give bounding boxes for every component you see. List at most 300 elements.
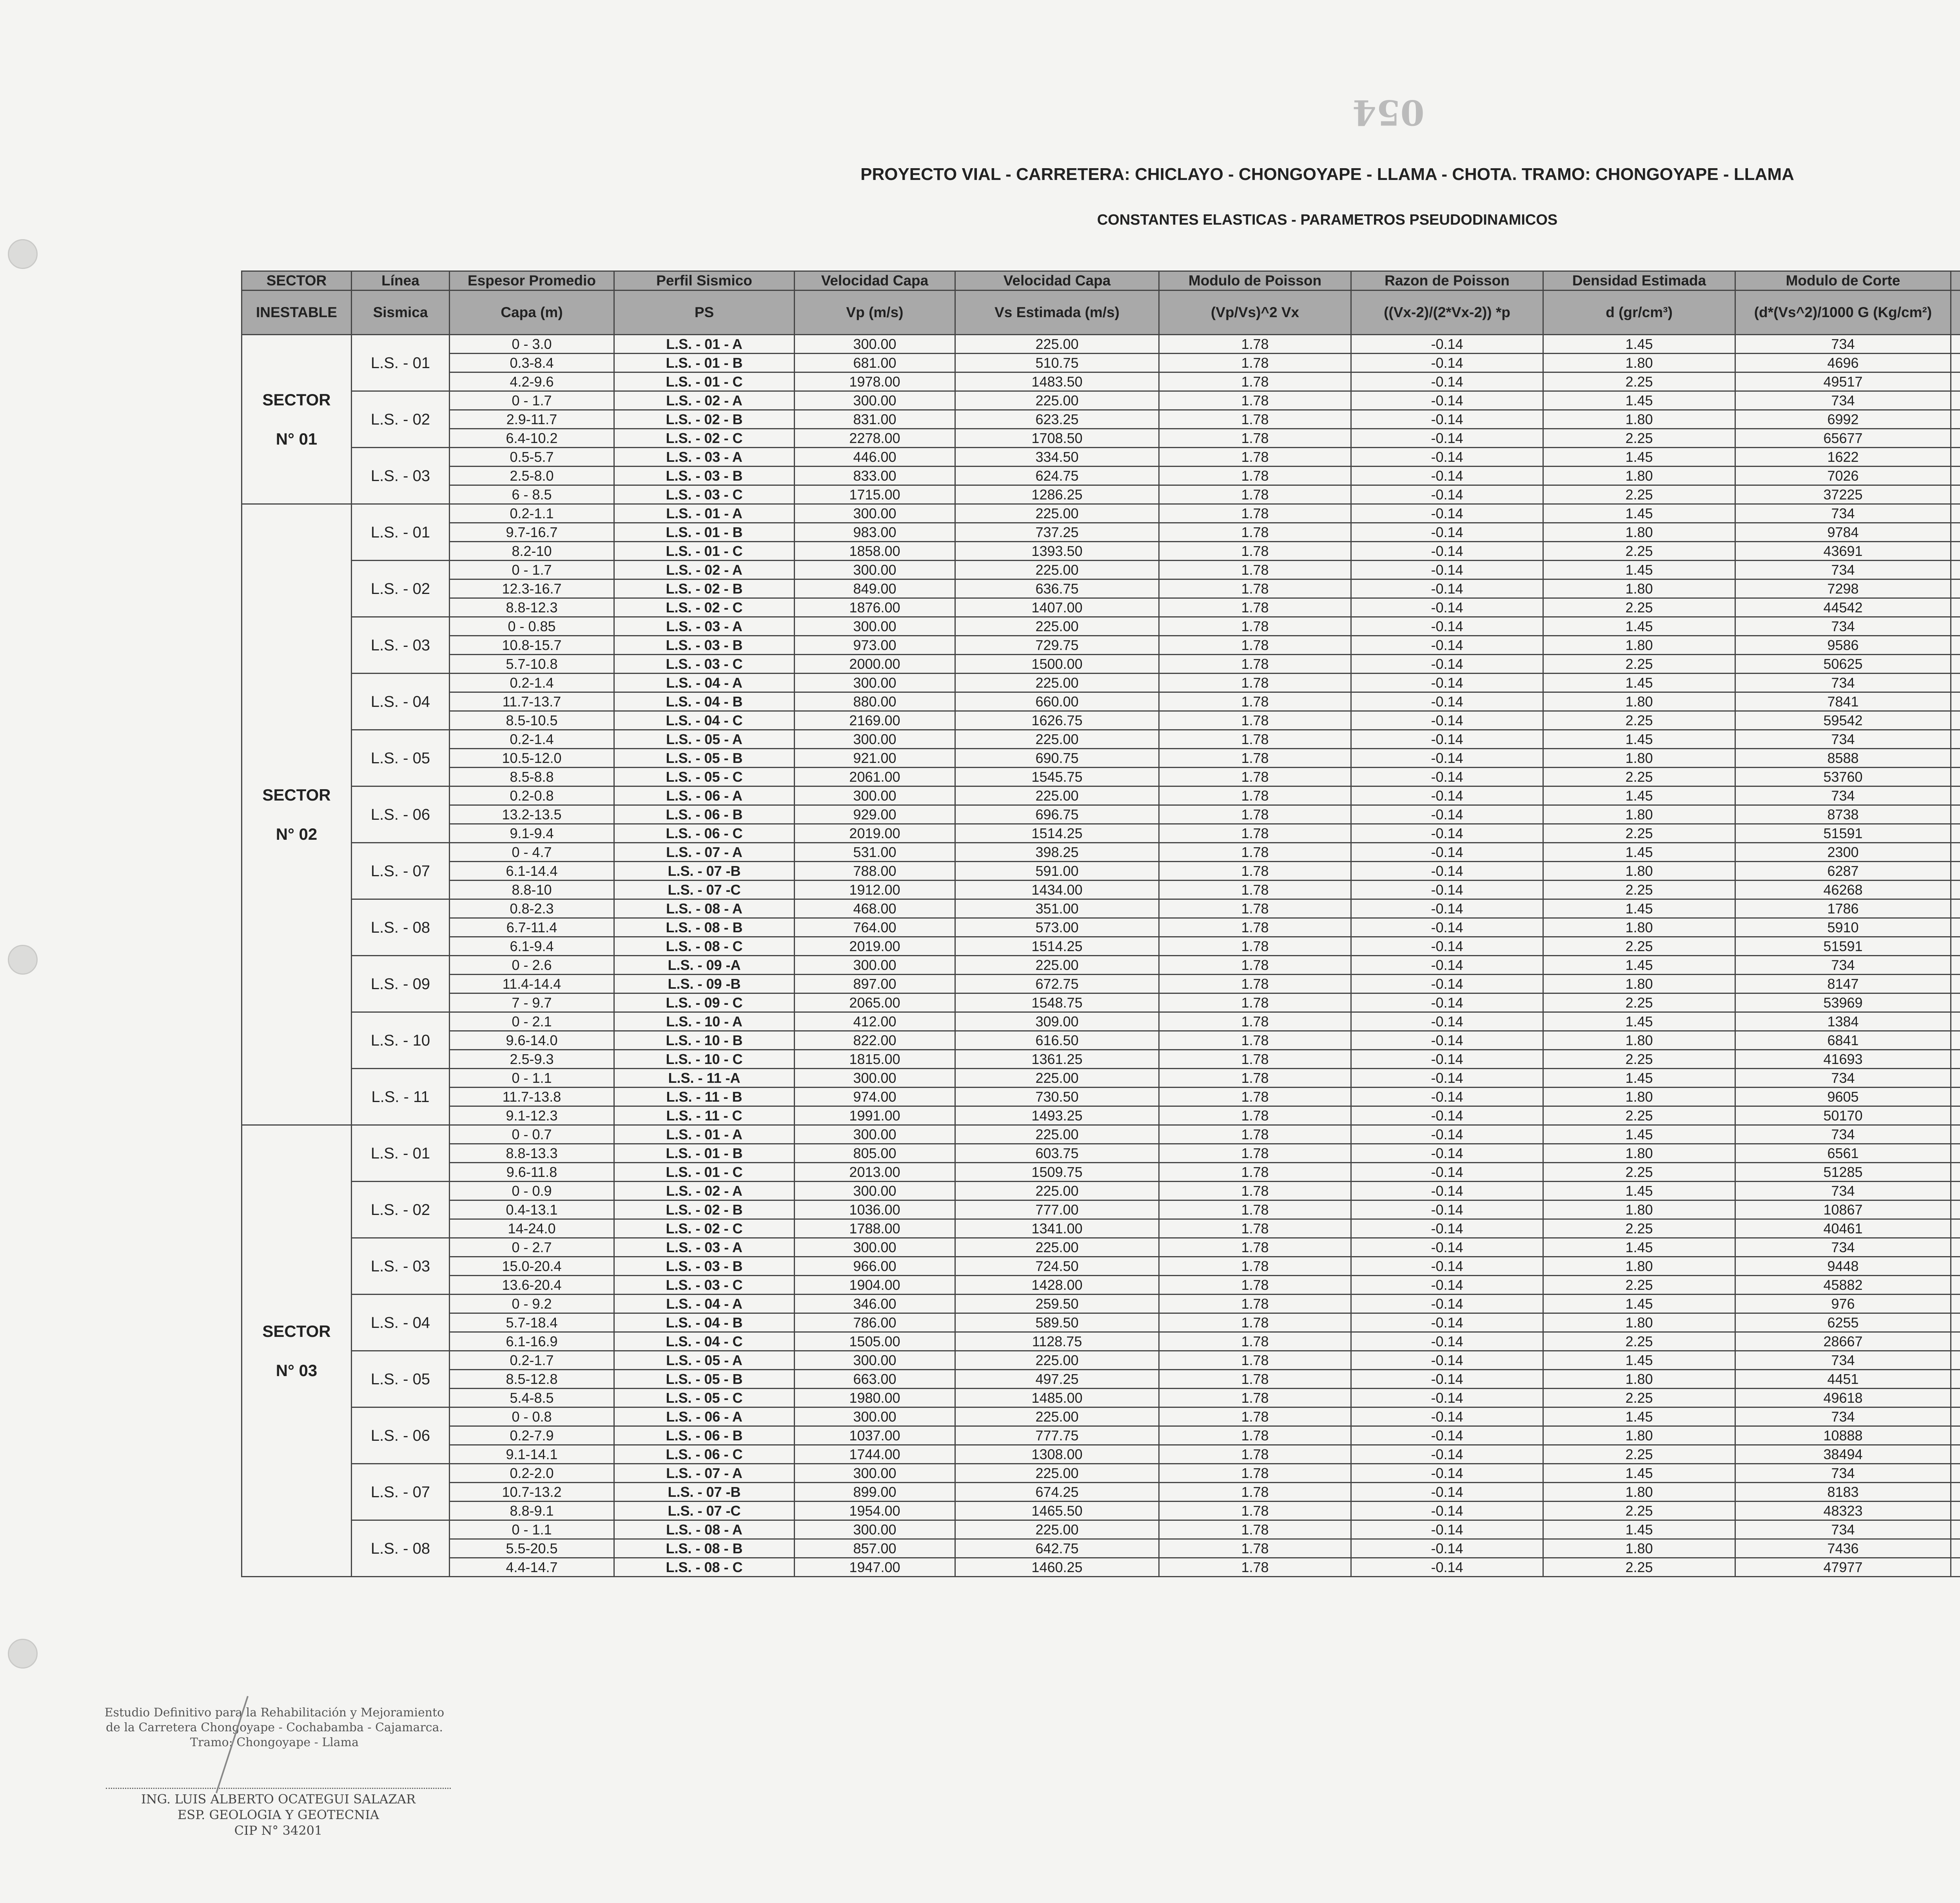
vp-value: 300.00	[795, 1069, 955, 1088]
density-value: 1.80	[1543, 1257, 1735, 1276]
seismic-profile: L.S. - 08 - C	[614, 1558, 795, 1577]
density-value: 1.80	[1543, 523, 1735, 542]
layer-thickness: 13.2-13.5	[450, 805, 614, 824]
layer-thickness: 5.7-18.4	[450, 1313, 614, 1332]
seismic-line-label: L.S. - 07	[352, 843, 450, 899]
poisson-modulus: 1.78	[1159, 1257, 1351, 1276]
column-header: PS	[614, 291, 795, 335]
poisson-modulus: 1.78	[1159, 335, 1351, 354]
vp-value: 300.00	[795, 730, 955, 749]
layer-thickness: 6.1-16.9	[450, 1332, 614, 1351]
poisson-ratio: -0.14	[1351, 1050, 1543, 1069]
poisson-ratio: -0.14	[1351, 1012, 1543, 1031]
seismic-line-label: L.S. - 09	[352, 956, 450, 1012]
young-modulus	[1951, 1182, 1960, 1200]
column-header: Capa (m)	[450, 291, 614, 335]
layer-thickness: 0 - 1.7	[450, 391, 614, 410]
poisson-modulus: 1.78	[1159, 975, 1351, 993]
young-modulus	[1951, 674, 1960, 692]
vs-value: 351.00	[955, 899, 1159, 918]
poisson-ratio: -0.14	[1351, 1295, 1543, 1313]
density-value: 1.45	[1543, 1012, 1735, 1031]
seismic-profile: L.S. - 02 - A	[614, 391, 795, 410]
vs-value: 1128.75	[955, 1332, 1159, 1351]
vs-value: 225.00	[955, 1351, 1159, 1370]
density-value: 1.80	[1543, 805, 1735, 824]
young-modulus	[1951, 335, 1960, 354]
density-value: 1.80	[1543, 1088, 1735, 1106]
table-row	[242, 1069, 1960, 1088]
vs-value: 225.00	[955, 1182, 1159, 1200]
vp-value: 300.00	[795, 1520, 955, 1539]
table-row	[242, 749, 1960, 768]
young-modulus	[1951, 504, 1960, 523]
young-modulus	[1951, 655, 1960, 674]
signature-left-cip: CIP N° 34201	[234, 1823, 323, 1838]
poisson-modulus: 1.78	[1159, 1502, 1351, 1520]
seismic-line-label: L.S. - 01	[352, 504, 450, 561]
table-row	[242, 1276, 1960, 1295]
vs-value: 729.75	[955, 636, 1159, 655]
vs-value: 642.75	[955, 1539, 1159, 1558]
seismic-line-label: L.S. - 04	[352, 674, 450, 730]
table-body	[242, 335, 1960, 1577]
layer-thickness: 0 - 2.1	[450, 1012, 614, 1031]
young-modulus	[1951, 1407, 1960, 1426]
table-row	[242, 1426, 1960, 1445]
vs-value: 690.75	[955, 749, 1159, 768]
poisson-modulus: 1.78	[1159, 391, 1351, 410]
sector-label: SECTOR N° 02	[242, 504, 352, 1125]
layer-thickness: 15.0-20.4	[450, 1257, 614, 1276]
poisson-ratio: -0.14	[1351, 504, 1543, 523]
shear-modulus: 48323	[1735, 1502, 1951, 1520]
layer-thickness: 8.8-12.3	[450, 598, 614, 617]
poisson-ratio: -0.14	[1351, 1219, 1543, 1238]
poisson-modulus: 1.78	[1159, 579, 1351, 598]
vs-value: 1485.00	[955, 1389, 1159, 1407]
layer-thickness: 9.1-14.1	[450, 1445, 614, 1464]
vp-value: 786.00	[795, 1313, 955, 1332]
vp-value: 300.00	[795, 391, 955, 410]
vp-value: 1505.00	[795, 1332, 955, 1351]
shear-modulus: 6561	[1735, 1144, 1951, 1163]
poisson-ratio: -0.14	[1351, 617, 1543, 636]
shear-modulus: 734	[1735, 730, 1951, 749]
vs-value: 1500.00	[955, 655, 1159, 674]
poisson-modulus: 1.78	[1159, 617, 1351, 636]
vp-value: 300.00	[795, 335, 955, 354]
vs-value: 225.00	[955, 504, 1159, 523]
density-value: 1.80	[1543, 1144, 1735, 1163]
young-modulus	[1951, 523, 1960, 542]
vp-value: 1947.00	[795, 1558, 955, 1577]
young-modulus	[1951, 1012, 1960, 1031]
table-row	[242, 899, 1960, 918]
density-value: 1.45	[1543, 899, 1735, 918]
poisson-modulus: 1.78	[1159, 1050, 1351, 1069]
layer-thickness: 9.1-9.4	[450, 824, 614, 843]
vp-value: 1954.00	[795, 1502, 955, 1520]
density-value: 1.45	[1543, 843, 1735, 862]
poisson-ratio: -0.14	[1351, 1539, 1543, 1558]
shear-modulus: 734	[1735, 786, 1951, 805]
poisson-ratio: -0.14	[1351, 1370, 1543, 1389]
poisson-modulus: 1.78	[1159, 504, 1351, 523]
vp-value: 921.00	[795, 749, 955, 768]
density-value: 1.80	[1543, 918, 1735, 937]
poisson-ratio: -0.14	[1351, 1276, 1543, 1295]
density-value: 2.25	[1543, 824, 1735, 843]
shear-modulus: 1622	[1735, 448, 1951, 467]
vp-value: 346.00	[795, 1295, 955, 1313]
layer-thickness: 8.5-8.8	[450, 768, 614, 786]
table-row	[242, 1219, 1960, 1238]
seismic-profile: L.S. - 04 - A	[614, 1295, 795, 1313]
young-modulus	[1951, 542, 1960, 561]
vs-value: 1483.50	[955, 372, 1159, 391]
density-value: 1.45	[1543, 1295, 1735, 1313]
table-row	[242, 410, 1960, 429]
table-row	[242, 1295, 1960, 1313]
poisson-ratio: -0.14	[1351, 824, 1543, 843]
table-row	[242, 1012, 1960, 1031]
layer-thickness: 2.9-11.7	[450, 410, 614, 429]
vs-value: 225.00	[955, 391, 1159, 410]
table-row	[242, 1106, 1960, 1125]
seismic-profile: L.S. - 02 - A	[614, 1182, 795, 1200]
density-value: 2.25	[1543, 655, 1735, 674]
table-row	[242, 372, 1960, 391]
density-value: 1.80	[1543, 410, 1735, 429]
density-value: 1.80	[1543, 749, 1735, 768]
seismic-profile: L.S. - 04 - C	[614, 711, 795, 730]
shear-modulus: 734	[1735, 561, 1951, 579]
density-value: 2.25	[1543, 937, 1735, 956]
layer-thickness: 0 - 2.6	[450, 956, 614, 975]
seismic-profile: L.S. - 01 - A	[614, 1125, 795, 1144]
column-header: Velocidad Capa	[955, 271, 1159, 291]
density-value: 2.25	[1543, 485, 1735, 504]
poisson-modulus: 1.78	[1159, 448, 1351, 467]
young-modulus	[1951, 617, 1960, 636]
table-row	[242, 881, 1960, 899]
poisson-modulus: 1.78	[1159, 1313, 1351, 1332]
vs-value: 1493.25	[955, 1106, 1159, 1125]
column-header	[1951, 271, 1960, 291]
vs-value: 1393.50	[955, 542, 1159, 561]
poisson-modulus: 1.78	[1159, 542, 1351, 561]
layer-thickness: 11.7-13.8	[450, 1088, 614, 1106]
table-row	[242, 561, 1960, 579]
seismic-profile: L.S. - 03 - C	[614, 1276, 795, 1295]
seismic-profile: L.S. - 01 - C	[614, 1163, 795, 1182]
vp-value: 1715.00	[795, 485, 955, 504]
poisson-modulus: 1.78	[1159, 1295, 1351, 1313]
layer-thickness: 8.8-9.1	[450, 1502, 614, 1520]
poisson-modulus: 1.78	[1159, 1125, 1351, 1144]
density-value: 1.80	[1543, 1483, 1735, 1502]
density-value: 2.25	[1543, 1332, 1735, 1351]
seismic-line-label: L.S. - 08	[352, 899, 450, 956]
seismic-profile: L.S. - 03 - C	[614, 485, 795, 504]
shear-modulus: 37225	[1735, 485, 1951, 504]
shear-modulus: 51591	[1735, 937, 1951, 956]
vs-value: 1341.00	[955, 1219, 1159, 1238]
young-modulus	[1951, 1219, 1960, 1238]
young-modulus	[1951, 881, 1960, 899]
density-value: 2.25	[1543, 598, 1735, 617]
table-row	[242, 354, 1960, 372]
young-modulus	[1951, 448, 1960, 467]
poisson-modulus: 1.78	[1159, 1088, 1351, 1106]
table-row	[242, 786, 1960, 805]
shear-modulus: 8147	[1735, 975, 1951, 993]
vp-value: 300.00	[795, 504, 955, 523]
vp-value: 2013.00	[795, 1163, 955, 1182]
vp-value: 468.00	[795, 899, 955, 918]
vs-value: 225.00	[955, 730, 1159, 749]
vs-value: 225.00	[955, 674, 1159, 692]
seismic-line-label: L.S. - 06	[352, 1407, 450, 1464]
shear-modulus: 8183	[1735, 1483, 1951, 1502]
density-value: 1.45	[1543, 1520, 1735, 1539]
vp-value: 300.00	[795, 674, 955, 692]
vs-value: 591.00	[955, 862, 1159, 881]
vs-value: 623.25	[955, 410, 1159, 429]
density-value: 2.25	[1543, 429, 1735, 448]
vs-value: 589.50	[955, 1313, 1159, 1332]
binder-hole	[8, 945, 38, 975]
shear-modulus: 734	[1735, 391, 1951, 410]
density-value: 1.80	[1543, 1031, 1735, 1050]
table-row	[242, 1313, 1960, 1332]
table-row	[242, 1257, 1960, 1276]
shear-modulus: 53969	[1735, 993, 1951, 1012]
density-value: 1.45	[1543, 1238, 1735, 1257]
layer-thickness: 6 - 8.5	[450, 485, 614, 504]
poisson-modulus: 1.78	[1159, 485, 1351, 504]
poisson-modulus: 1.78	[1159, 786, 1351, 805]
vs-value: 636.75	[955, 579, 1159, 598]
density-value: 1.80	[1543, 354, 1735, 372]
shear-modulus: 6255	[1735, 1313, 1951, 1332]
seismic-line-label: L.S. - 02	[352, 1182, 450, 1238]
young-modulus	[1951, 1313, 1960, 1332]
table-row	[242, 674, 1960, 692]
layer-thickness: 9.6-11.8	[450, 1163, 614, 1182]
seismic-profile: L.S. - 01 - B	[614, 1144, 795, 1163]
density-value: 2.25	[1543, 1558, 1735, 1577]
density-value: 1.45	[1543, 1069, 1735, 1088]
seismic-profile: L.S. - 09 - C	[614, 993, 795, 1012]
poisson-modulus: 1.78	[1159, 918, 1351, 937]
poisson-modulus: 1.78	[1159, 1464, 1351, 1483]
young-modulus	[1951, 1088, 1960, 1106]
shear-modulus: 46268	[1735, 881, 1951, 899]
young-modulus	[1951, 1069, 1960, 1088]
poisson-modulus: 1.78	[1159, 1539, 1351, 1558]
table-row	[242, 542, 1960, 561]
vs-value: 334.50	[955, 448, 1159, 467]
seismic-profile: L.S. - 07 -C	[614, 1502, 795, 1520]
vp-value: 2019.00	[795, 937, 955, 956]
vp-value: 764.00	[795, 918, 955, 937]
vs-value: 497.25	[955, 1370, 1159, 1389]
vp-value: 973.00	[795, 636, 955, 655]
density-value: 1.80	[1543, 467, 1735, 485]
young-modulus	[1951, 1295, 1960, 1313]
layer-thickness: 0.8-2.3	[450, 899, 614, 918]
vs-value: 1286.25	[955, 485, 1159, 504]
seismic-profile: L.S. - 06 - B	[614, 1426, 795, 1445]
column-header: (Vp/Vs)^2 Vx	[1159, 291, 1351, 335]
poisson-modulus: 1.78	[1159, 1332, 1351, 1351]
poisson-modulus: 1.78	[1159, 768, 1351, 786]
layer-thickness: 6.1-14.4	[450, 862, 614, 881]
poisson-ratio: -0.14	[1351, 786, 1543, 805]
shear-modulus: 4696	[1735, 354, 1951, 372]
seismic-profile: L.S. - 07 -B	[614, 862, 795, 881]
layer-thickness: 9.7-16.7	[450, 523, 614, 542]
poisson-ratio: -0.14	[1351, 862, 1543, 881]
density-value: 1.80	[1543, 1200, 1735, 1219]
vs-value: 730.50	[955, 1088, 1159, 1106]
shear-modulus: 49517	[1735, 372, 1951, 391]
poisson-modulus: 1.78	[1159, 523, 1351, 542]
column-header: ((Vx-2)/(2*Vx-2)) *p	[1351, 291, 1543, 335]
vs-value: 660.00	[955, 692, 1159, 711]
table-row	[242, 1407, 1960, 1426]
faint-page-number: 054	[1352, 92, 1425, 133]
poisson-modulus: 1.78	[1159, 881, 1351, 899]
young-modulus	[1951, 1389, 1960, 1407]
vs-value: 1308.00	[955, 1445, 1159, 1464]
vs-value: 1626.75	[955, 711, 1159, 730]
vs-value: 1708.50	[955, 429, 1159, 448]
poisson-modulus: 1.78	[1159, 467, 1351, 485]
seismic-profile: L.S. - 11 - B	[614, 1088, 795, 1106]
table-row	[242, 1144, 1960, 1163]
column-header: Vs Estimada (m/s)	[955, 291, 1159, 335]
shear-modulus: 41693	[1735, 1050, 1951, 1069]
poisson-modulus: 1.78	[1159, 692, 1351, 711]
density-value: 1.80	[1543, 692, 1735, 711]
layer-thickness: 10.5-12.0	[450, 749, 614, 768]
poisson-ratio: -0.14	[1351, 843, 1543, 862]
poisson-modulus: 1.78	[1159, 1200, 1351, 1219]
layer-thickness: 0 - 1.1	[450, 1520, 614, 1539]
layer-thickness: 2.5-8.0	[450, 467, 614, 485]
young-modulus	[1951, 1200, 1960, 1219]
young-modulus	[1951, 579, 1960, 598]
vp-value: 300.00	[795, 1182, 955, 1200]
vp-value: 1904.00	[795, 1276, 955, 1295]
vs-value: 225.00	[955, 617, 1159, 636]
seismic-profile: L.S. - 05 - B	[614, 749, 795, 768]
table-row	[242, 1088, 1960, 1106]
density-value: 1.45	[1543, 448, 1735, 467]
young-modulus	[1951, 1106, 1960, 1125]
seismic-line-label: L.S. - 10	[352, 1012, 450, 1069]
layer-thickness: 5.5-20.5	[450, 1539, 614, 1558]
poisson-modulus: 1.78	[1159, 749, 1351, 768]
column-header: Razon de Poisson	[1351, 271, 1543, 291]
table-row	[242, 617, 1960, 636]
table-row	[242, 1445, 1960, 1464]
shear-modulus: 10888	[1735, 1426, 1951, 1445]
vp-value: 2000.00	[795, 655, 955, 674]
density-value: 2.25	[1543, 768, 1735, 786]
young-modulus	[1951, 485, 1960, 504]
seismic-profile: L.S. - 01 - C	[614, 372, 795, 391]
poisson-modulus: 1.78	[1159, 354, 1351, 372]
shear-modulus: 7436	[1735, 1539, 1951, 1558]
density-value: 1.45	[1543, 1464, 1735, 1483]
young-modulus	[1951, 1163, 1960, 1182]
seismic-profile: L.S. - 11 - C	[614, 1106, 795, 1125]
poisson-ratio: -0.14	[1351, 805, 1543, 824]
poisson-modulus: 1.78	[1159, 805, 1351, 824]
vs-value: 225.00	[955, 335, 1159, 354]
table-row	[242, 335, 1960, 354]
layer-thickness: 6.7-11.4	[450, 918, 614, 937]
table-row	[242, 824, 1960, 843]
seismic-profile: L.S. - 02 - C	[614, 598, 795, 617]
poisson-ratio: -0.14	[1351, 730, 1543, 749]
density-value: 1.80	[1543, 975, 1735, 993]
young-modulus	[1951, 1370, 1960, 1389]
seismic-profile: L.S. - 06 - B	[614, 805, 795, 824]
density-value: 1.45	[1543, 1407, 1735, 1426]
table-row	[242, 1031, 1960, 1050]
density-value: 1.80	[1543, 579, 1735, 598]
shear-modulus: 40461	[1735, 1219, 1951, 1238]
column-header	[1951, 291, 1960, 335]
poisson-ratio: -0.14	[1351, 711, 1543, 730]
vp-value: 1991.00	[795, 1106, 955, 1125]
poisson-ratio: -0.14	[1351, 429, 1543, 448]
vs-value: 1514.25	[955, 937, 1159, 956]
young-modulus	[1951, 410, 1960, 429]
poisson-ratio: -0.14	[1351, 975, 1543, 993]
young-modulus	[1951, 598, 1960, 617]
vp-value: 1788.00	[795, 1219, 955, 1238]
layer-thickness: 0 - 1.1	[450, 1069, 614, 1088]
vs-value: 1465.50	[955, 1502, 1159, 1520]
density-value: 1.80	[1543, 1370, 1735, 1389]
vp-value: 531.00	[795, 843, 955, 862]
shear-modulus: 734	[1735, 617, 1951, 636]
seismic-line-label: L.S. - 01	[352, 1125, 450, 1182]
density-value: 1.80	[1543, 862, 1735, 881]
vs-value: 225.00	[955, 1069, 1159, 1088]
vs-value: 1361.25	[955, 1050, 1159, 1069]
poisson-modulus: 1.78	[1159, 561, 1351, 579]
table-row	[242, 805, 1960, 824]
poisson-ratio: -0.14	[1351, 354, 1543, 372]
poisson-ratio: -0.14	[1351, 598, 1543, 617]
seismic-profile: L.S. - 01 - B	[614, 354, 795, 372]
seismic-profile: L.S. - 04 - B	[614, 692, 795, 711]
density-value: 1.80	[1543, 636, 1735, 655]
table-row	[242, 1502, 1960, 1520]
density-value: 1.45	[1543, 730, 1735, 749]
poisson-modulus: 1.78	[1159, 429, 1351, 448]
vp-value: 300.00	[795, 1407, 955, 1426]
layer-thickness: 0 - 1.7	[450, 561, 614, 579]
layer-thickness: 7 - 9.7	[450, 993, 614, 1012]
